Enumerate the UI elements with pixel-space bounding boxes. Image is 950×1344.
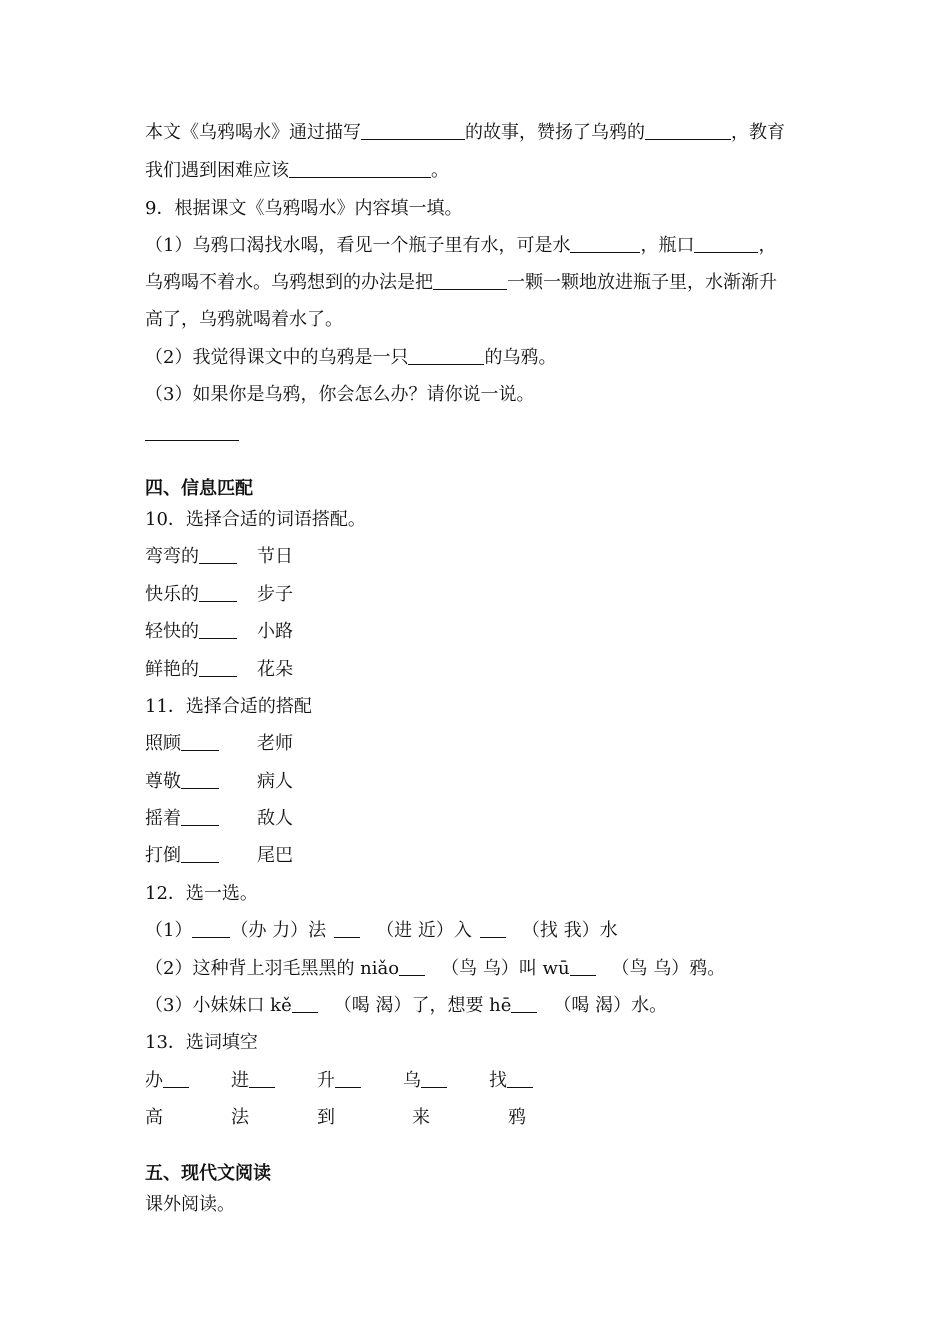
answer-blank[interactable] — [570, 957, 596, 976]
answer-blank[interactable] — [399, 957, 425, 976]
answer-blank[interactable] — [192, 919, 230, 938]
q13-option: 法 — [231, 1107, 249, 1128]
answer-blank[interactable] — [181, 844, 219, 863]
q9-part1-line1: （1）乌鸦口渴找水喝，看见一个瓶子里有水，可是水 ，瓶口 ， — [145, 235, 777, 256]
q9-part1-line3: 高了，乌鸦就喝着水了。 — [145, 309, 343, 330]
answer-blank[interactable] — [507, 1069, 533, 1088]
q12-line-2: （2）这种背上羽毛黑黑的 niǎo （鸟 乌）叫 wū （鸟 乌）鸦。 — [145, 958, 726, 979]
q10-row: 快乐的 步子 — [145, 584, 293, 605]
q12-title: 12．选一选。 — [145, 883, 258, 904]
q13-option: 鸦 — [508, 1107, 526, 1128]
answer-blank[interactable] — [421, 1069, 447, 1088]
q12-line-3: （3）小妹妹口 kě （喝 渴）了，想要 hē （喝 渴）水。 — [145, 995, 668, 1016]
q10-row: 鲜艳的 花朵 — [145, 659, 293, 680]
answer-blank[interactable] — [480, 919, 506, 938]
answer-blank[interactable] — [334, 919, 360, 938]
answer-blank[interactable] — [645, 121, 731, 140]
answer-line[interactable] — [145, 440, 239, 441]
answer-blank[interactable] — [511, 994, 537, 1013]
q11-row: 摇着 敌人 — [145, 808, 293, 829]
answer-blank[interactable] — [249, 1069, 275, 1088]
q9-part3: （3）如果你是乌鸦，你会怎么办？请你说一说。 — [145, 384, 535, 405]
section-5-heading: 五、现代文阅读 — [145, 1163, 271, 1184]
q11-row: 照顾 老师 — [145, 733, 293, 754]
q9-title: 9．根据课文《乌鸦喝水》内容填一填。 — [145, 198, 463, 219]
answer-blank[interactable] — [163, 1069, 189, 1088]
answer-blank[interactable] — [199, 658, 237, 677]
answer-blank[interactable] — [181, 732, 219, 751]
answer-blank[interactable] — [199, 545, 237, 564]
answer-blank[interactable] — [199, 620, 237, 639]
q13-option: 高 — [145, 1107, 163, 1128]
q13-top-item: 乌 — [403, 1069, 447, 1093]
q10-title: 10．选择合适的词语搭配。 — [145, 509, 366, 530]
answer-blank[interactable] — [199, 583, 237, 602]
answer-blank[interactable] — [408, 346, 484, 365]
answer-blank[interactable] — [181, 807, 219, 826]
q8-line-1: 本文《乌鸦喝水》通过描写 的故事，赞扬了乌鸦的 ，教育 — [145, 122, 785, 143]
q13-option: 到 — [317, 1107, 335, 1128]
q10-row: 轻快的 小路 — [145, 621, 293, 642]
answer-blank[interactable] — [181, 770, 219, 789]
q13-title: 13．选词填空 — [145, 1032, 258, 1053]
q13-option: 来 — [412, 1107, 430, 1128]
reading-intro: 课外阅读。 — [145, 1194, 235, 1215]
q8-line-2: 我们遇到困难应该 。 — [145, 160, 449, 181]
q11-row: 打倒 尾巴 — [145, 845, 293, 866]
q13-top-item: 办 — [145, 1069, 189, 1093]
answer-blank[interactable] — [694, 234, 758, 253]
answer-blank[interactable] — [335, 1069, 361, 1088]
answer-blank[interactable] — [361, 121, 465, 140]
q12-line-1: （1） （办 力）法 （进 近）入 （找 我）水 — [145, 920, 618, 941]
answer-blank[interactable] — [570, 234, 640, 253]
answer-blank[interactable] — [292, 994, 318, 1013]
q11-title: 11．选择合适的搭配 — [145, 696, 312, 717]
answer-blank[interactable] — [289, 159, 431, 178]
q9-part2: （2）我觉得课文中的乌鸦是一只 的乌鸦。 — [145, 347, 557, 368]
answer-blank[interactable] — [433, 271, 507, 290]
q13-top-item: 找 — [489, 1069, 533, 1093]
section-4-heading: 四、信息匹配 — [145, 478, 253, 499]
q11-row: 尊敬 病人 — [145, 771, 293, 792]
q9-part1-line2: 乌鸦喝不着水。乌鸦想到的办法是把 一颗一颗地放进瓶子里，水渐渐升 — [145, 272, 777, 293]
q13-top-item: 进 — [231, 1069, 275, 1093]
q10-row: 弯弯的 节日 — [145, 546, 293, 567]
q13-top-item: 升 — [317, 1069, 361, 1093]
